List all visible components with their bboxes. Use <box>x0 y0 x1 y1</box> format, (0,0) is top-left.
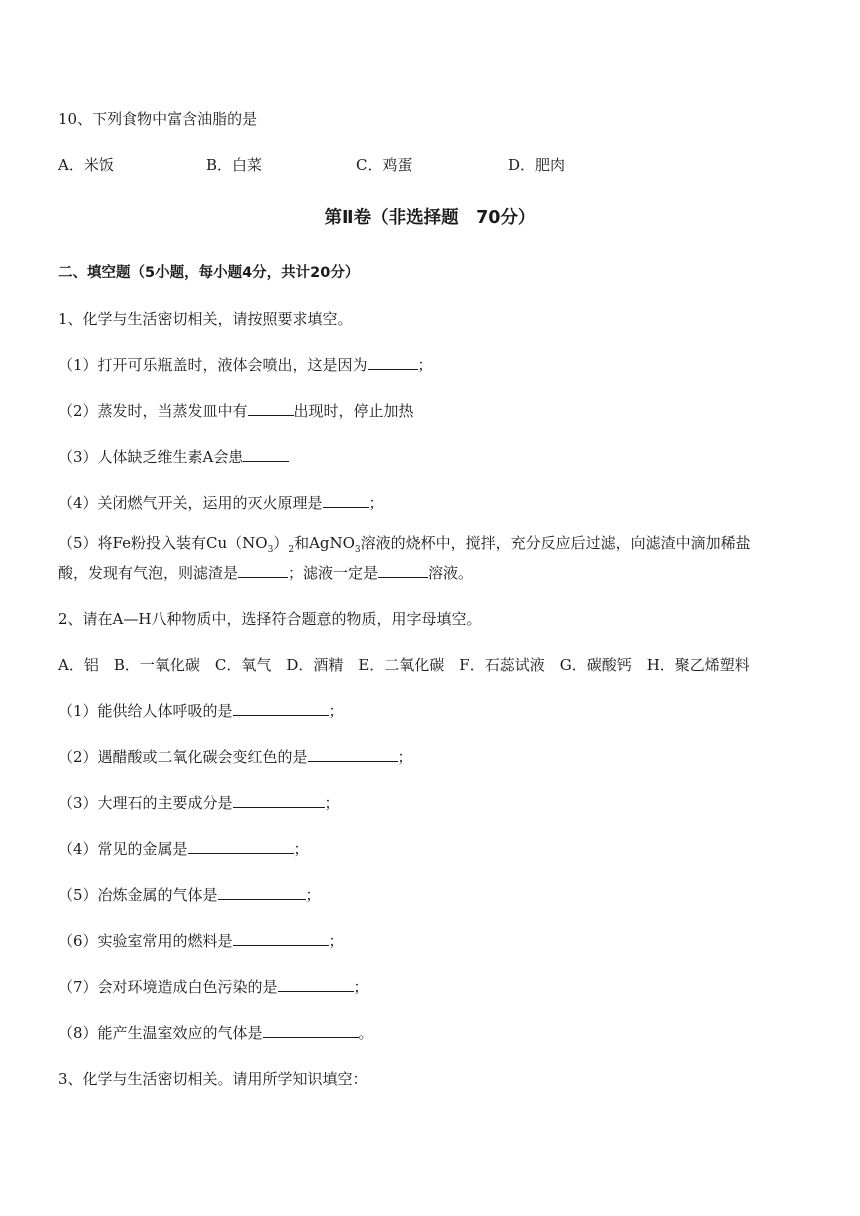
q2-sub-4-end: ； <box>293 840 309 858</box>
q2-sub-3-text: （3）大理石的主要成分是 <box>58 794 233 812</box>
question-1-stem: 1、化学与生活密切相关，请按照要求填空。 <box>58 310 353 328</box>
q2-sub-1-text: （1）能供给人体呼吸的是 <box>58 702 233 720</box>
answer-blank[interactable] <box>278 977 354 992</box>
answer-blank[interactable] <box>243 447 289 462</box>
q1-sub-5-text-f: 溶液。 <box>428 564 474 582</box>
q1-sub-5-text-b: 和AgNO <box>294 534 355 552</box>
q2-sub-8 <box>58 1023 374 1043</box>
answer-blank[interactable] <box>233 701 329 716</box>
q2-sub-2-end: ； <box>397 748 413 766</box>
question-2-stem: 2、请在A—H八种物质中，选择符合题意的物质，用字母填空。 <box>58 610 482 628</box>
answer-blank[interactable] <box>308 747 398 762</box>
q1-sub-2-end: 出现时，停止加热 <box>293 402 414 420</box>
q2-sub-1-end: ； <box>328 702 344 720</box>
answer-blank[interactable] <box>368 355 418 370</box>
question-3-stem: 3、化学与生活密切相关。请用所学知识填空： <box>58 1070 368 1088</box>
q2-sub-8-text: （8）能产生温室效应的气体是 <box>58 1024 263 1042</box>
q1-sub-4-text: （4）关闭燃气开关，运用的灭火原理是 <box>58 494 323 512</box>
q1-sub-5-line-2 <box>58 563 473 583</box>
q2-sub-6-end: ； <box>328 932 344 950</box>
q1-sub-5-text-a: （5）将Fe粉投入装有Cu（NO <box>58 534 268 552</box>
q1-sub-4-end: ； <box>368 494 384 512</box>
q1-sub-5-text-d: 酸，发现有气泡，则滤渣是 <box>58 564 239 582</box>
answer-blank[interactable] <box>188 839 294 854</box>
q2-sub-6 <box>58 931 344 951</box>
q2-sub-2-text: （2）遇醋酸或二氧化碳会变红色的是 <box>58 748 308 766</box>
q1-sub-2-text: （2）蒸发时，当蒸发皿中有 <box>58 402 248 420</box>
q10-option-d: D．肥肉 <box>508 156 566 174</box>
q2-sub-4-text: （4）常见的金属是 <box>58 840 188 858</box>
q2-sub-7 <box>58 977 369 997</box>
q1-sub-1-text: （1）打开可乐瓶盖时，液体会喷出，这是因为 <box>58 356 368 374</box>
q2-choices: A．铝 B．一氧化碳 C．氧气 D．酒精 E．二氧化碳 F．石蕊试液 G．碳酸钙 H．聚乙烯塑料 <box>58 656 750 674</box>
q1-sub-5-paren: ） <box>273 534 289 552</box>
answer-blank[interactable] <box>248 401 294 416</box>
section-2-heading: 二、填空题（5小题，每小题4分，共计20分） <box>58 265 360 281</box>
q2-sub-2 <box>58 747 413 767</box>
q2-sub-5-end: ； <box>305 886 321 904</box>
q1-sub-1-end: ； <box>417 356 433 374</box>
q10-option-b: B．白菜 <box>206 156 263 174</box>
q2-sub-4 <box>58 839 309 859</box>
answer-blank[interactable] <box>323 493 369 508</box>
answer-blank[interactable] <box>233 793 325 808</box>
q1-sub-1 <box>58 355 433 375</box>
q2-sub-7-text: （7）会对环境造成白色污染的是 <box>58 978 278 996</box>
q2-sub-3-end: ； <box>324 794 340 812</box>
q2-sub-7-end: ； <box>353 978 369 996</box>
q2-sub-3 <box>58 793 340 813</box>
q1-sub-2 <box>58 401 414 421</box>
q1-sub-5-line-1 <box>58 533 751 560</box>
question-10-stem: 10、下列食物中富含油脂的是 <box>58 110 258 128</box>
q2-sub-5-text: （5）冶炼金属的气体是 <box>58 886 218 904</box>
q2-sub-1 <box>58 701 344 721</box>
subscript: 3 <box>354 545 361 555</box>
q2-sub-6-text: （6）实验室常用的燃料是 <box>58 932 233 950</box>
q2-sub-8-end: 。 <box>358 1024 374 1042</box>
q1-sub-5-text-c: 溶液的烧杯中，搅拌，充分反应后过滤，向滤渣中滴加稀盐 <box>360 534 751 552</box>
q10-option-a: A．米饭 <box>58 156 114 174</box>
q1-sub-3 <box>58 447 289 467</box>
q10-option-c: C．鸡蛋 <box>356 156 413 174</box>
q1-sub-5-text-e: ；滤液一定是 <box>288 564 379 582</box>
subscript: 3 <box>267 545 274 555</box>
answer-blank[interactable] <box>263 1023 359 1038</box>
subscript: 2 <box>288 545 295 555</box>
answer-blank[interactable] <box>233 931 329 946</box>
q2-sub-5 <box>58 885 321 905</box>
answer-blank[interactable] <box>218 885 306 900</box>
q1-sub-4 <box>58 493 384 513</box>
part-2-title: 第Ⅱ卷（非选择题 70分） <box>324 208 536 228</box>
answer-blank[interactable] <box>238 563 288 578</box>
q1-sub-3-text: （3）人体缺乏维生素A会患 <box>58 448 244 466</box>
answer-blank[interactable] <box>378 563 428 578</box>
